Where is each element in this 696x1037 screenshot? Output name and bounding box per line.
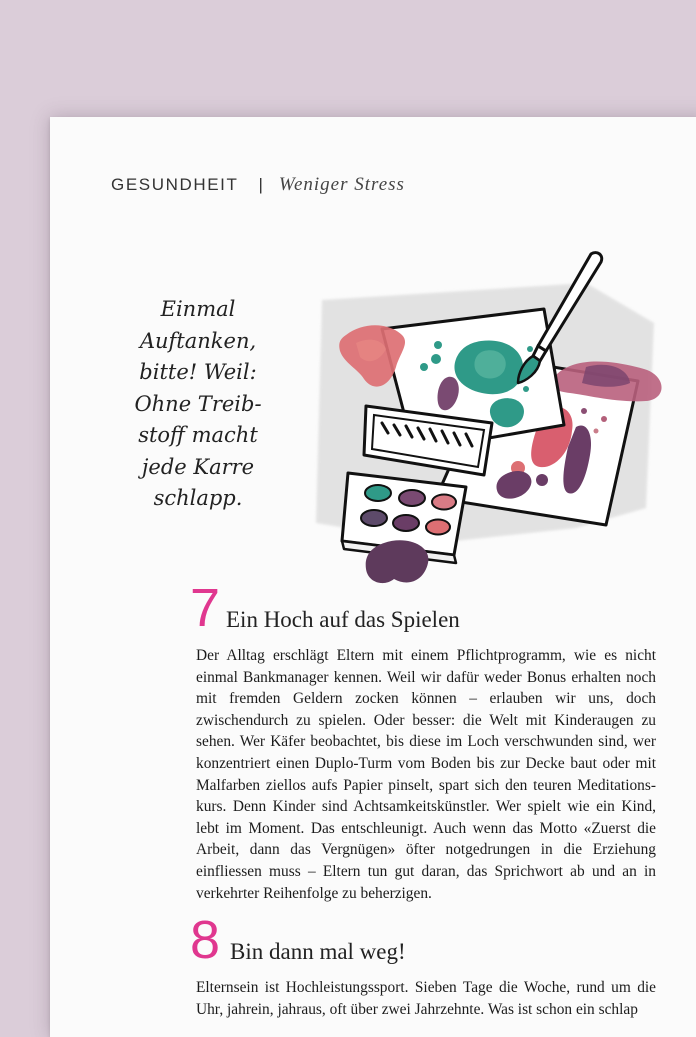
section-body: Der Alltag erschlägt Eltern mit einem Pflichtprogramm, wie es nicht einmal Bankmanager kennen. Weil wir dafür weder Bonus erhalten noch mit fremden Geldern zocken können – erlauben wir uns, doch zwischendurch zu spielen. Oder besser: die Welt mit Kinderaugen zu sehen. Wer Käfer beobachtet, bis diese im Loch verschwunden sind, wer konzentriert einen Duplo-Turm vom Boden bis zur Decke baut oder mit Malfarben ziellos aufs Papier pinselt, spart sich den teuren Meditationskurs. Denn Kinder sind Achtsamkeitskünstler. Wer spielt wie ein Kind, lebt im Moment. Das entschleunigt. Auch wenn das Motto «Zuerst die Arbeit, dann das Vergnügen» öfter notgedrungen in die Erziehung einfliessen muss – Eltern tun gut daran, das Sprichwort ab und an in verkehrter Reihenfolge zu beherzigen. xyxy=(196,647,656,902)
page-header xyxy=(111,174,405,196)
topic-label: Weniger Stress xyxy=(278,174,405,195)
section-8 xyxy=(190,910,656,1020)
section-heading xyxy=(190,578,656,638)
header-separator: | xyxy=(258,175,263,194)
painting-illustration xyxy=(286,243,686,593)
section-number: 8 xyxy=(190,910,221,970)
section-title: Bin dann mal weg! xyxy=(230,939,406,964)
section-7 xyxy=(190,578,656,904)
pull-quote: Einmal Auftanken, bitte! Weil: Ohne Treib- stoff macht jede Karre schlapp. xyxy=(134,297,262,510)
section-title: Ein Hoch auf das Spielen xyxy=(226,607,460,632)
section-number: 7 xyxy=(190,578,221,638)
magazine-page xyxy=(50,117,696,1037)
section-heading xyxy=(190,910,656,970)
section-body: Elternsein ist Hochleistungssport. Sieben Tage die Woche, rund um die Uhr, jahrein, jahraus, oft über zwei Jahrzehnte. Was ist schon ein schlap xyxy=(196,979,656,1018)
section-label: GESUNDHEIT xyxy=(111,175,239,194)
